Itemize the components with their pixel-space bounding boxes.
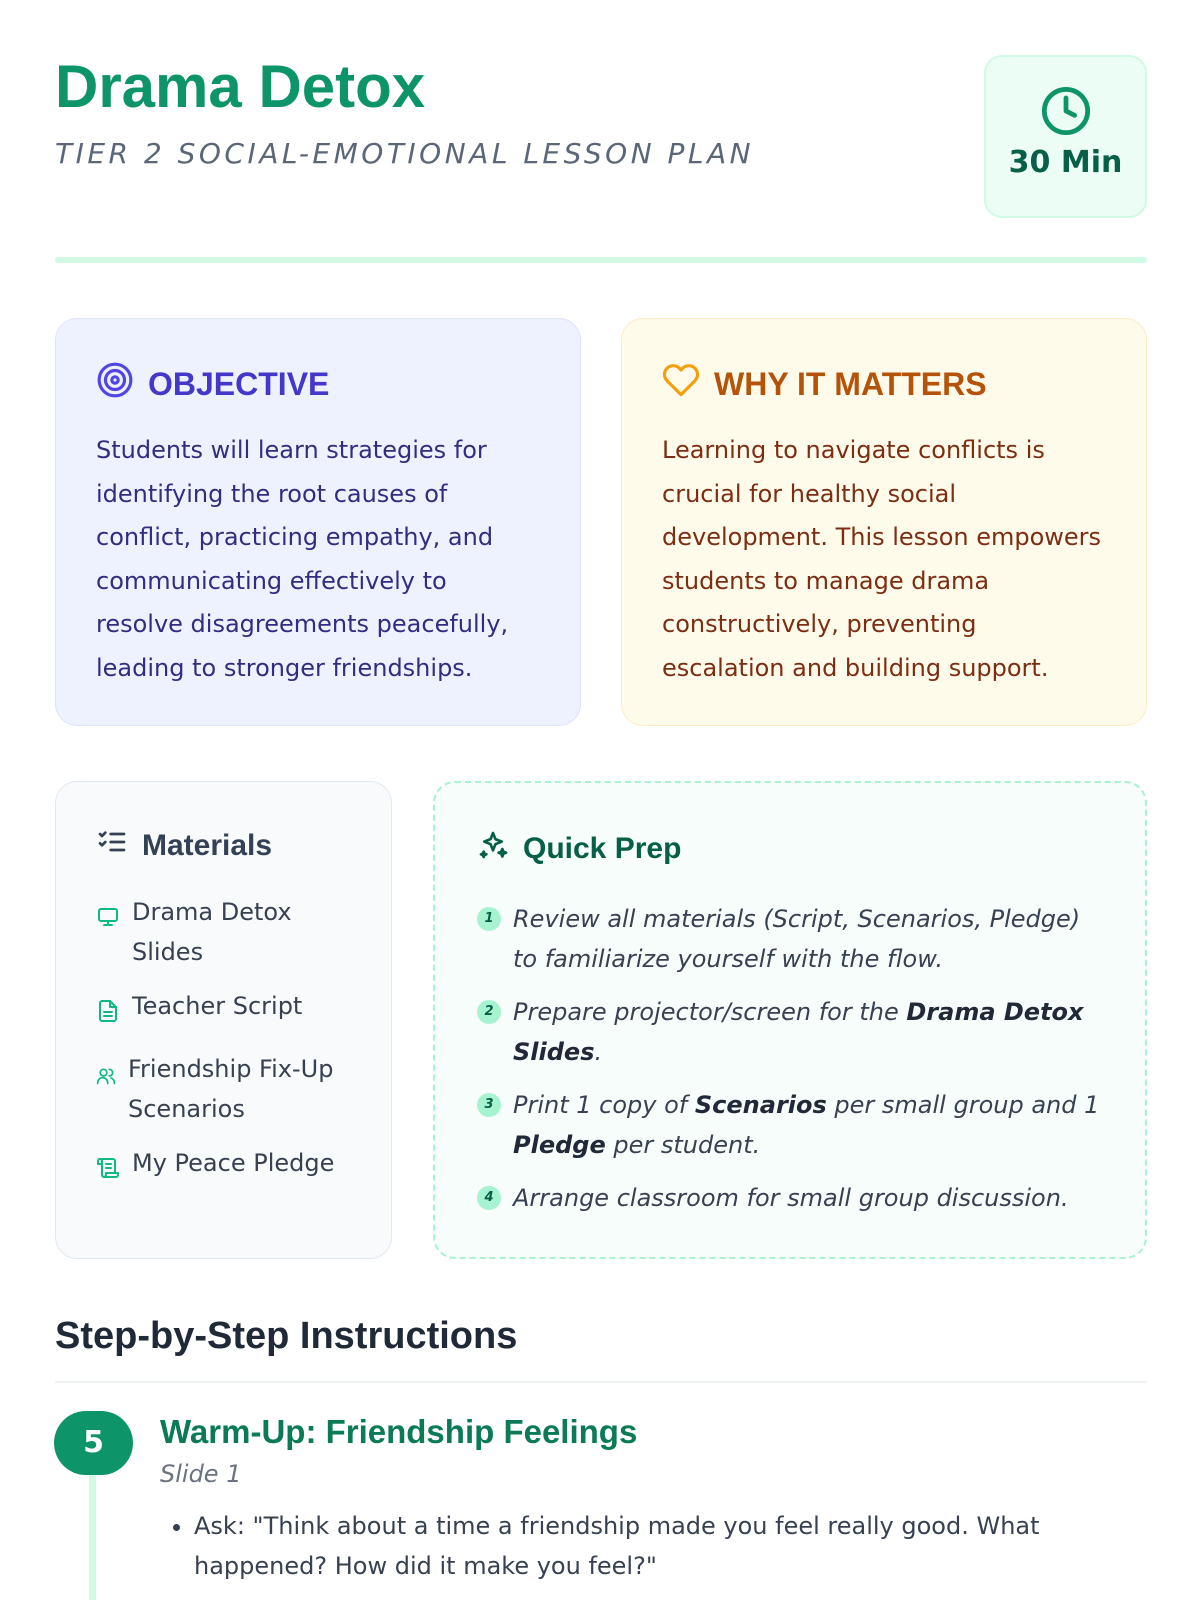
scroll-icon — [96, 1152, 120, 1192]
material-item-slides — [96, 892, 351, 972]
material-item-scenarios — [96, 1049, 351, 1129]
prep-step — [477, 899, 1103, 979]
prep-step — [477, 1085, 1103, 1165]
duration-text: 30 Min — [1008, 145, 1123, 180]
step-item — [160, 1412, 1140, 1586]
heart-icon — [662, 361, 700, 407]
quick-prep-heading: Quick Prep — [523, 832, 682, 865]
step-number-badge: 5 — [54, 1411, 133, 1475]
prep-step — [477, 1178, 1103, 1218]
steps-divider — [55, 1381, 1147, 1383]
lesson-header — [55, 55, 1147, 230]
prep-step-text: Prepare projector/screen for the Drama Detox Slides. — [513, 998, 1084, 1066]
step-bullet: • Ask: "Think about a time a friendship made you feel really good. What happened? How did it make you feel?" — [194, 1506, 1140, 1586]
objective-card — [55, 318, 581, 726]
page-subtitle: TIER 2 SOCIAL-EMOTIONAL LESSON PLAN — [55, 137, 755, 170]
prep-step-number: 4 — [477, 1186, 501, 1210]
why-text: Learning to navigate conflicts is crucial for healthy social development. This lesson empowers students to manage drama constructively, preventing escalation and building support. — [662, 436, 1102, 682]
material-label: Friendship Fix-Up Scenarios — [128, 1055, 334, 1123]
prep-step-text: Arrange classroom for small group discussion. — [513, 1184, 1069, 1212]
quick-prep-card — [433, 781, 1147, 1259]
users-icon — [96, 1058, 116, 1098]
header-divider — [55, 257, 1147, 263]
prep-step-number: 3 — [477, 1093, 501, 1117]
material-label: Drama Detox Slides — [132, 898, 292, 966]
material-item-script — [96, 986, 351, 1035]
prep-step-text: Print 1 copy of Scenarios per small group and 1 Pledge per student. — [513, 1091, 1100, 1159]
step-slide-ref: Slide 1 — [160, 1460, 242, 1488]
material-item-pledge — [96, 1143, 351, 1192]
duration-badge — [984, 55, 1147, 218]
prep-step-number: 1 — [477, 907, 501, 931]
materials-heading: Materials — [142, 829, 273, 862]
prep-step-number: 2 — [477, 1000, 501, 1024]
why-it-matters-card — [621, 318, 1147, 726]
objective-text: Students will learn strategies for identifying the root causes of conflict, practicing empathy, and communicating effectively to resolve disagreements peacefully, leading to stronger friendships. — [96, 436, 509, 682]
step-title: Warm-Up: Friendship Feelings — [160, 1413, 638, 1450]
material-label: Teacher Script — [132, 992, 303, 1020]
document-icon — [96, 995, 120, 1035]
target-icon — [96, 361, 134, 407]
clock-icon — [986, 85, 1145, 141]
why-heading: WHY IT MATTERS — [714, 365, 987, 402]
page-title: Drama Detox — [55, 53, 426, 120]
monitor-icon — [96, 901, 120, 941]
material-label: My Peace Pledge — [132, 1149, 335, 1177]
prep-step-text: Review all materials (Script, Scenarios, Pledge) to familiarize yourself with the flow. — [513, 905, 1081, 973]
checklist-icon — [96, 826, 128, 866]
steps-heading: Step-by-Step Instructions — [55, 1315, 518, 1357]
sparkles-icon — [477, 829, 509, 869]
objective-heading: OBJECTIVE — [148, 365, 330, 402]
materials-card — [55, 781, 392, 1259]
prep-step — [477, 992, 1103, 1072]
